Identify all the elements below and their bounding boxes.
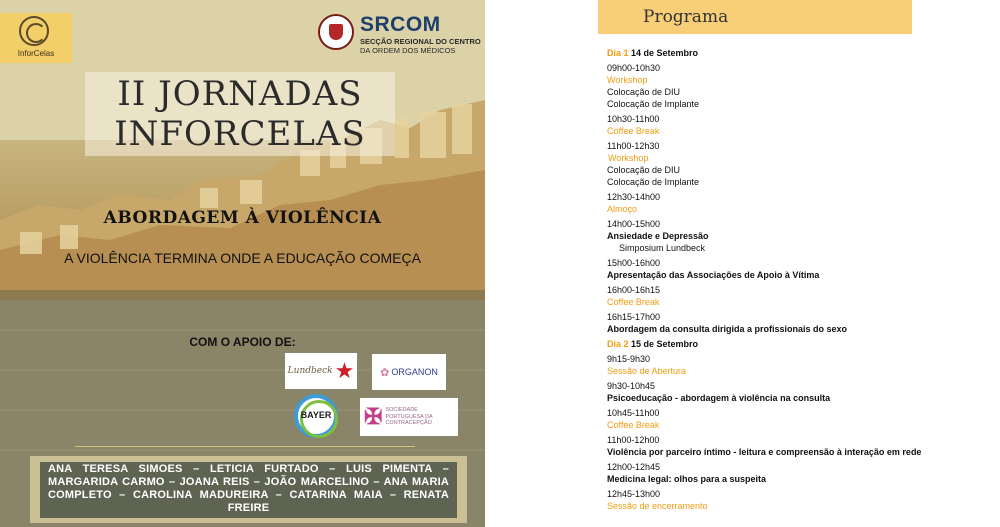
session-medicina-legal bbox=[607, 461, 997, 485]
event-poster bbox=[0, 0, 485, 527]
session-time: 16h15-17h00 bbox=[607, 312, 661, 322]
session-detail: Simposium Lundbeck bbox=[619, 243, 706, 253]
inforcelas-logo-text: InforCelas bbox=[17, 49, 55, 58]
session-type: Coffee Break bbox=[607, 297, 660, 307]
session-type: Workshop bbox=[607, 75, 648, 85]
session-time: 14h00-15h00 bbox=[607, 219, 661, 229]
sponsors-heading: COM O APOIO DE: bbox=[189, 335, 296, 349]
session-type: Sessão de encerramento bbox=[607, 501, 708, 511]
event-tagline: A VIOLÊNCIA TERMINA ONDE A EDUCAÇÃO COMEÇA bbox=[64, 250, 421, 266]
sponsor-lundbeck-logo bbox=[285, 353, 357, 389]
session-title: Psicoeducação - abordagem à violência na consulta bbox=[607, 393, 831, 403]
sponsor-bayer-logo bbox=[292, 393, 340, 438]
program-header bbox=[598, 0, 912, 34]
divider bbox=[75, 446, 415, 447]
srcom-title: SRCOM bbox=[360, 13, 441, 36]
day-label: Dia 1 bbox=[607, 48, 629, 58]
session-title: Abordagem da consulta dirigida a profissionais do sexo bbox=[607, 324, 848, 334]
session-time: 10h45-11h00 bbox=[607, 408, 660, 418]
lundbeck-star-icon: ★ bbox=[334, 358, 355, 383]
day1-header bbox=[607, 47, 997, 59]
session-time: 9h30-10h45 bbox=[607, 381, 656, 391]
session-type: Coffee Break bbox=[607, 420, 660, 430]
inforcelas-logo bbox=[0, 13, 72, 63]
session-coffee-break-1 bbox=[607, 113, 997, 137]
session-time: 12h45-13h00 bbox=[607, 489, 661, 499]
spdc-logo-text: SOCIEDADE PORTUGUESA DA CONTRACEPÇÃO bbox=[385, 407, 433, 427]
bayer-logo-text: BAYER bbox=[300, 409, 332, 420]
srcom-subtitle-line2: DA ORDEM DOS MÉDICOS bbox=[360, 46, 456, 55]
session-encerramento bbox=[607, 488, 997, 512]
session-time: 10h30-11h00 bbox=[607, 114, 660, 124]
session-type: Coffee Break bbox=[607, 126, 660, 136]
lundbeck-logo-text: Lundbeck bbox=[287, 366, 333, 376]
session-time: 11h00-12h30 bbox=[607, 141, 660, 151]
session-detail: Colocação de Implante bbox=[607, 99, 700, 109]
session-profissionais bbox=[607, 311, 997, 335]
session-type: Almoço bbox=[607, 204, 638, 214]
day-label: Dia 2 bbox=[607, 339, 629, 349]
session-detail: Colocação de DIU bbox=[607, 87, 681, 97]
spdc-cross-icon: ✠ bbox=[364, 404, 383, 429]
day-date: 15 de Setembro bbox=[631, 339, 699, 349]
session-time: 12h30-14h00 bbox=[607, 192, 661, 202]
session-type: Workshop bbox=[608, 153, 649, 163]
inforcelas-c-icon bbox=[19, 16, 49, 46]
session-time: 11h00-12h00 bbox=[607, 435, 660, 445]
event-title-box bbox=[85, 72, 395, 156]
session-title: Medicina legal: olhos para a suspeita bbox=[607, 474, 767, 484]
organon-flower-icon: ✿ bbox=[380, 366, 390, 379]
session-title: Violência por parceiro íntimo - leitura e compreensão à interação em rede bbox=[607, 447, 922, 457]
session-coffee-break-3 bbox=[607, 407, 997, 431]
session-coffee-break-2 bbox=[607, 284, 997, 308]
session-detail: Colocação de Implante bbox=[607, 177, 700, 187]
session-ansiedade bbox=[607, 218, 997, 254]
session-lunch bbox=[607, 191, 997, 215]
session-title: Ansiedade e Depressão bbox=[607, 231, 709, 241]
session-abertura bbox=[607, 353, 997, 377]
authors-list: ANA TERESA SIMOES – LETICIA FURTADO – LUIS PIMENTA – MARGARIDA CARMO – JOANA REIS – JOÃO MARCELINO – ANA MARIA COMPLETO – CAROLINA MADUREIRA – CATARINA MAIA – RENATA FREIRE bbox=[40, 462, 457, 518]
session-type: Sessão de Abertura bbox=[607, 366, 687, 376]
session-time: 9h15-9h30 bbox=[607, 354, 651, 364]
event-title-line1: II JORNADAS bbox=[117, 74, 363, 114]
program-schedule bbox=[607, 47, 997, 512]
session-detail: Colocação de DIU bbox=[607, 165, 681, 175]
srcom-logo bbox=[318, 12, 483, 58]
day-date: 14 de Setembro bbox=[631, 48, 699, 58]
srcom-subtitle-line1: SECÇÃO REGIONAL DO CENTRO bbox=[360, 37, 481, 46]
session-workshop-2 bbox=[607, 140, 997, 188]
session-time: 12h00-12h45 bbox=[607, 462, 661, 472]
session-time: 16h00-16h15 bbox=[607, 285, 661, 295]
session-violencia-parceiro bbox=[607, 434, 997, 458]
srcom-seal-icon bbox=[318, 14, 354, 50]
sponsor-organon-logo bbox=[372, 354, 446, 390]
event-subtitle: ABORDAGEM À VIOLÊNCIA bbox=[103, 208, 382, 228]
session-time: 15h00-16h00 bbox=[607, 258, 661, 268]
sponsor-spdc-logo bbox=[360, 398, 458, 436]
session-psicoeducacao bbox=[607, 380, 997, 404]
organon-logo-text: ORGANON bbox=[391, 367, 438, 377]
session-workshop-1 bbox=[607, 62, 997, 110]
session-title: Apresentação das Associações de Apoio à Vítima bbox=[607, 270, 820, 280]
bayer-cross-icon bbox=[294, 394, 338, 438]
event-title-line2: INFORCELAS bbox=[114, 114, 366, 154]
session-associacoes bbox=[607, 257, 997, 281]
session-time: 09h00-10h30 bbox=[607, 63, 661, 73]
program-heading: Programa bbox=[643, 7, 729, 27]
day2-header bbox=[607, 338, 997, 350]
